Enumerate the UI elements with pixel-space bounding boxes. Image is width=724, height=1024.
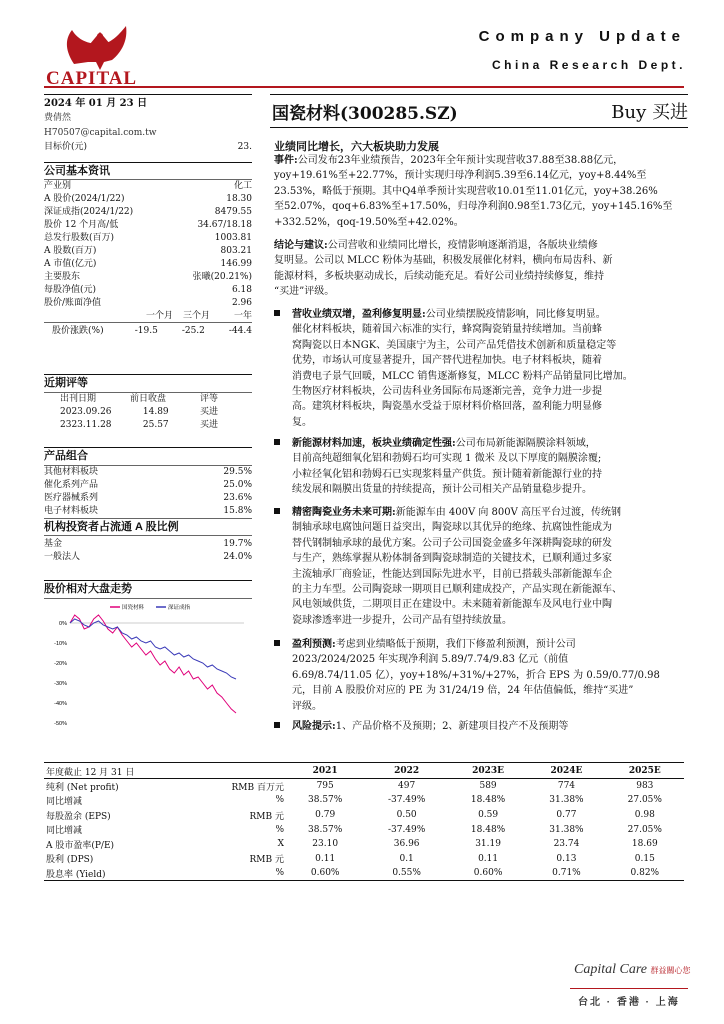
inst-row-label: 一般法人 (44, 552, 81, 562)
rating-value: 买进 (199, 407, 218, 417)
table-cell: 2023E (472, 766, 505, 777)
left-column (44, 94, 252, 154)
basic-info-row (44, 180, 252, 193)
rating-close: 14.89 (142, 407, 169, 417)
inst-list (44, 538, 252, 564)
dept-label: China Research Dept. (491, 58, 686, 72)
bullet-line: 风电领域供货，二期项目正在建设中。未来随着新能源车及风电行业中陶 (292, 599, 612, 611)
basic-info-row-value: 8479.55 (214, 207, 252, 217)
basic-info-row-label: 产业别 (44, 181, 72, 191)
event-line: +332.52%，qoq-19.50%至+42.02%。 (274, 216, 464, 228)
y-tick-label: -20% (54, 661, 67, 667)
bullet-heading: 新能源材料加速，板块业绩确定性强: (292, 438, 456, 449)
table-cell: 18.69 (631, 839, 658, 850)
basic-info-row-label: 主要股东 (44, 272, 81, 282)
event-label: 事件: (274, 155, 298, 166)
table-cell: 0.50 (396, 810, 417, 821)
series-line-0 (70, 615, 236, 713)
conclusion-label: 结论与建议: (274, 240, 328, 251)
bullet-marker-icon (274, 508, 280, 514)
target-label: 目标价(元) (44, 142, 88, 152)
perf-header: 一年 (233, 311, 252, 321)
table-cell: 2021 (312, 766, 338, 777)
section-title: 产品组合 (44, 450, 88, 462)
product-row-label: 其他材料板块 (44, 467, 99, 477)
perf-value: -19.5 (134, 326, 158, 336)
basic-info-row (44, 245, 252, 258)
table-cell: 0.98 (634, 810, 655, 821)
bullet-line: 优势，市场认可度显著提升，国产替代进程加快。电子材料板块，随着 (292, 355, 602, 367)
bullet-heading: 盈利预测: (292, 639, 336, 650)
table-header-row (44, 764, 684, 779)
table-cell: 0.82% (630, 868, 660, 879)
bullet-line: 复。 (292, 416, 312, 428)
bullet-line: 消费电子景气回暖，MLCC 销售逐渐修复，MLCC 粉料产品销量同比增加。 (292, 370, 633, 382)
logo-text: CAPITAL (46, 68, 138, 89)
table-row-label: 每股盈余 (EPS) (46, 811, 111, 822)
event-paragraph (274, 153, 690, 230)
bullet-item (274, 719, 686, 734)
basic-info-row-value: 2.96 (231, 298, 252, 308)
perf-row (44, 325, 252, 338)
basic-info-row (44, 232, 252, 245)
bullet-marker-icon (274, 310, 280, 316)
bullet-marker-icon (274, 722, 280, 728)
perf-label: 股价涨跌(%) (52, 326, 104, 336)
basic-info-row (44, 284, 252, 297)
rating-col: 出刊日期 (60, 394, 97, 404)
bullet-line: 与生产，熟练掌握从粉体制备到陶瓷球制造的关键技术，已顺利通过多家 (292, 553, 612, 565)
table-cell: 0.79 (315, 810, 336, 821)
bullet-heading: 营收业绩双增，盈利修复明显: (292, 309, 426, 320)
bullet-line: 公司布局新能源隔膜涂料领域， (455, 438, 596, 449)
table-row (44, 822, 684, 837)
inst-row (44, 538, 252, 551)
product-row (44, 505, 252, 518)
target-price-row (44, 141, 252, 154)
basic-info-row (44, 193, 252, 206)
rating-row (44, 419, 252, 432)
title-bar (270, 94, 688, 128)
logo-underline (44, 86, 684, 88)
rating-close: 25.57 (142, 420, 169, 430)
table-unit: RMB 元 (249, 855, 284, 866)
table-cell: 0.60% (310, 868, 340, 879)
table-cell: 0.77 (556, 810, 577, 821)
table-cell: 27.05% (627, 795, 662, 806)
table-row-label: 同比增减 (46, 796, 83, 807)
table-cell: -37.49% (387, 824, 426, 835)
table-cell: 31.19 (475, 839, 501, 850)
inst-row-label: 基金 (44, 539, 63, 549)
table-cell: 23.10 (312, 839, 339, 850)
basic-info-row (44, 258, 252, 271)
table-row (44, 866, 684, 881)
section-title: 近期评等 (44, 377, 88, 389)
basic-info-row-value: 化工 (233, 181, 252, 191)
table-unit: % (275, 824, 284, 835)
table-row-label: 同比增减 (46, 826, 83, 837)
bullet-text (292, 719, 686, 734)
rating-value: 买进 (199, 420, 218, 430)
conclusion-line: 公司营收和业绩同比增长，疫情影响逐渐消退，各版块业绩修 (327, 240, 598, 251)
product-row-value: 29.5% (223, 467, 252, 477)
table-cell: 0.11 (478, 853, 499, 864)
perf-header: 一个月 (145, 311, 173, 321)
basic-info-row-label: A 股数(百万) (44, 246, 97, 256)
chart-title: 股价相对大盘走势 (44, 583, 132, 595)
bullet-line: 生物医疗材料板块，公司齿科业务国际布局逐渐完善，竞争力进一步提 (292, 386, 602, 398)
perf-value: -44.4 (228, 326, 252, 336)
bullet-line: 制轴承球电腐蚀问题日益突出，陶瓷球以其优异的绝缘、抗腐蚀性能成为 (292, 522, 612, 534)
table-cell: 36.96 (393, 839, 420, 850)
table-row (44, 837, 684, 852)
product-row (44, 479, 252, 492)
table-cell: 0.60% (473, 868, 503, 879)
basic-info-row-label: 股价/账面净值 (44, 298, 102, 308)
basic-info-row-label: 股价 12 个月高/低 (44, 220, 119, 230)
rating-col: 评等 (199, 394, 218, 404)
chart-section (44, 580, 252, 733)
bullet-marker-icon (274, 640, 280, 646)
table-cell: 27.05% (627, 824, 662, 835)
table-row (44, 852, 684, 867)
table-unit: RMB 元 (249, 811, 284, 822)
divider (44, 94, 252, 95)
product-row-value: 23.6% (223, 493, 252, 503)
footer-brand-cn: 群益關心您 (650, 966, 691, 975)
table-cell: 983 (636, 781, 654, 792)
rating-header (44, 393, 252, 406)
y-tick-label: -50% (54, 721, 67, 727)
conclusion-line: 能源材料，多板块驱动成长，后续动能充足。看好公司业绩持续修复，维持 (274, 270, 604, 282)
product-row-value: 25.0% (223, 480, 252, 490)
product-row-label: 电子材料板块 (44, 506, 99, 516)
y-tick-label: -40% (54, 701, 67, 707)
bullet-line: 6.69/8.74/11.05 亿），yoy+18%/+31%/+27%，折合 EPS 为 0.59/0.77/0.98 (292, 669, 660, 681)
event-line: 公司发布23年业绩预告，2023年全年预计实现营收37.88至38.88亿元， (297, 155, 624, 166)
bullet-text (292, 505, 686, 628)
basic-info-row-value: 34.67/18.18 (197, 220, 252, 230)
table-cell: 23.74 (553, 839, 580, 850)
bullet-item (274, 436, 686, 498)
section-title: 机构投资者占流通 A 股比例 (44, 518, 252, 535)
bullet-line: 公司业绩摆脱疫情影响，同比修复明显。 (425, 309, 606, 320)
table-row-label: 纯利 (Net profit) (46, 782, 119, 793)
inst-row (44, 551, 252, 564)
y-tick-label: -30% (54, 681, 67, 687)
table-cell: 795 (316, 781, 334, 792)
table-cell: 31.38% (549, 795, 584, 806)
basic-info-row-value: 146.99 (220, 259, 252, 269)
stock-title: 国瓷材料(300285.SZ) (272, 104, 458, 124)
report-date: 2024 年 01 月 23 日 (44, 98, 148, 109)
y-tick-label: 0% (59, 621, 67, 627)
bullet-item (274, 637, 686, 714)
footer-rule (570, 988, 688, 989)
product-section (44, 447, 252, 564)
perf-header: 三个月 (182, 311, 210, 321)
basic-info-row-label: A 股价(2024/1/22) (44, 194, 125, 204)
table-unit: RMB 百万元 (231, 782, 284, 793)
table-cell: 2024E (550, 766, 583, 777)
table-cell: 38.57% (308, 824, 343, 835)
analyst-name: 费倩然 (44, 113, 72, 123)
footer-brand-name: Capital Care (574, 962, 647, 977)
basic-info-row-label: 每股净值(元) (44, 285, 97, 295)
basic-info-row-value: 张曦(20.21%) (192, 272, 252, 282)
table-cell: 589 (479, 781, 497, 792)
event-line: 23.53%，略低于预期。其中Q4单季预计实现营收10.01至11.01亿元，yoy+38.26% (274, 185, 658, 197)
table-cell: 18.48% (470, 824, 506, 835)
basic-info-row (44, 297, 252, 310)
table-cell: 0.11 (315, 853, 336, 864)
table-cell: 31.38% (549, 824, 584, 835)
table-cell: 38.57% (308, 795, 343, 806)
basic-info-row-label: A 市值(亿元) (44, 259, 97, 269)
table-cell: 0.1 (399, 853, 414, 864)
bullet-heading: 风险提示: (292, 721, 336, 732)
bullet-line: 新能源车由 400V 向 800V 高压平台过渡，传统钢 (395, 507, 622, 518)
table-row-label: A 股市盈率(P/E) (46, 840, 115, 851)
bullet-line: 高。建筑材料板块，陶瓷墨水受益于原材料价格回落，盈利能力明显修 (292, 401, 602, 413)
bullet-line: 的主力车型。公司陶瓷球一期项目已顺利建成投产，产品实现在新能源车、 (292, 584, 622, 596)
bullet-line: 目前高纯超细氧化铝和勃姆石均可实现 1 微米 及以下厚度的隔膜涂覆; (292, 453, 602, 465)
table-cell: 0.55% (392, 868, 421, 879)
section-title: 公司基本资讯 (44, 165, 110, 177)
divider (44, 598, 252, 599)
perf-value: -25.2 (181, 326, 205, 336)
bullet-marker-icon (274, 439, 280, 445)
basic-info-row (44, 271, 252, 284)
bullet-line: 催化材料板块，随着国六标准的实行，蜂窝陶瓷销量持续增加。当前蜂 (292, 324, 602, 336)
bullet-text (292, 637, 686, 714)
bullet-line: 考虑到业绩略低于预期，我们下修盈利预测，预计公司 (335, 639, 576, 650)
rating-badge: Buy 买进 (611, 102, 688, 123)
bullet-line: 1、产品价格不及预期；2、新建项目投产不及预期等 (335, 721, 569, 732)
basic-info-row (44, 206, 252, 219)
basic-info-row-value: 1003.81 (214, 233, 252, 243)
bullet-line: 续发展和隔膜出货量的持续提高，预计公司相关产品销量稳步提升。 (292, 484, 592, 496)
product-list (44, 466, 252, 518)
basic-info-row-value: 18.30 (226, 194, 252, 204)
table-unit: % (275, 795, 284, 806)
analyst-email: H70507@capital.com.tw (44, 128, 157, 138)
table-cell: 0.13 (556, 853, 577, 864)
bullet-text (292, 307, 686, 430)
table-cell: 18.48% (470, 795, 506, 806)
conclusion-line: 复明显。公司以 MLCC 粉体为基础，积极发展催化材料，横向布局齿科、新 (274, 255, 613, 267)
bullet-text (292, 436, 686, 498)
event-line: 至52.07%，qoq+6.83%至+17.50%，归母净利润0.98至1.73亿元，yoy+145.16%至 (274, 201, 673, 213)
basic-info-row-value: 803.21 (220, 246, 252, 256)
table-cell: 2025E (628, 766, 661, 777)
bullet-line: 窝陶瓷以日本NGK、美国康宁为主，公司产品凭借技术创新和质量稳定等 (292, 339, 617, 351)
table-row (44, 793, 684, 808)
y-tick-label: -10% (54, 641, 67, 647)
bullet-line: 2023/2024/2025 年实现净利润 5.89/7.74/9.83 亿元（前值 (292, 654, 569, 666)
bullet-line: 小粒径氧化铝和勃姆石已实现浆料量产供货。预计随着新能源行业的持 (292, 468, 602, 480)
bullet-line: 主流轴承厂商验证，性能达到国际先进水平，目前已搭载头部新能源车企 (292, 568, 612, 580)
headline: 业绩同比增长，六大板块助力发展 (274, 140, 439, 153)
series-line-1 (70, 619, 236, 679)
bullet-line: 评级。 (292, 700, 322, 712)
capital-logo (44, 22, 156, 90)
table-row-label: 股利 (DPS) (46, 855, 94, 866)
table-cell: -37.49% (387, 795, 426, 806)
table-cell: 2022 (394, 766, 420, 777)
bullet-item (274, 505, 686, 628)
financial-table (44, 764, 684, 881)
product-row (44, 492, 252, 505)
bullet-heading: 精密陶瓷业务未来可期: (292, 507, 396, 518)
table-row (44, 808, 684, 823)
footer-cities: 台北 · 香港 · 上海 (578, 997, 680, 1008)
company-update-label: Company Update (478, 28, 686, 45)
price-chart (44, 601, 252, 733)
bullet-line: 元，目前 A 股股价对应的 PE 为 31/24/19 倍，24 年估值偏低，维持“买进” (292, 685, 634, 697)
product-row-label: 医疗器械系列 (44, 493, 99, 503)
ratings-section (44, 374, 252, 432)
table-unit: % (275, 868, 284, 879)
legend-label: 深证成指 (168, 605, 191, 611)
legend-label: 国瓷材料 (122, 605, 145, 611)
table-unit (192, 764, 286, 779)
table-row-label: 年度截止 12 月 31 日 (46, 767, 135, 778)
table-cell: 0.71% (552, 868, 581, 879)
rating-col: 前日收盘 (129, 394, 166, 404)
table-row (44, 779, 684, 794)
table-unit: X (277, 839, 284, 850)
table-cell: 774 (557, 781, 576, 792)
bullet-item (274, 307, 686, 430)
product-row-label: 催化系列产品 (44, 480, 99, 490)
table-cell: 497 (398, 781, 416, 792)
conclusion-paragraph (274, 238, 690, 300)
conclusion-line: “买进”评级。 (274, 286, 335, 298)
product-row (44, 466, 252, 479)
table-top-rule (44, 762, 684, 763)
basic-info-row-label: 深证成指(2024/1/22) (44, 207, 134, 217)
table-row-label: 股息率 (Yield) (46, 869, 106, 880)
rating-row (44, 406, 252, 419)
inst-row-value: 24.0% (223, 552, 252, 562)
rating-date: 2023.09.26 (60, 407, 112, 417)
event-line: yoy+19.61%至+22.77%，预计实现归母净利润5.39至6.14亿元，yoy+8.44%至 (274, 170, 647, 182)
table-cell: 0.15 (634, 853, 655, 864)
perf-header-row (44, 310, 252, 323)
inst-row-value: 19.7% (223, 539, 252, 549)
basic-info-row-value: 6.18 (231, 285, 252, 295)
basic-info (44, 162, 252, 338)
table-cell: 0.59 (478, 810, 499, 821)
product-row-value: 15.8% (223, 506, 252, 516)
bullet-line: 替代钢制轴承球的最优方案。公司子公司国瓷金盛多年深耕陶瓷球的研发 (292, 537, 612, 549)
basic-info-row (44, 219, 252, 232)
bullet-line: 瓷球渗透率进一步提升，公司产品有望持续放量。 (292, 614, 512, 626)
rating-date: 2323.11.28 (60, 420, 112, 430)
footer-brand (574, 962, 691, 978)
basic-info-row-label: 总发行股数(百万) (44, 233, 115, 243)
target-value: 23. (237, 142, 252, 152)
basic-info-list (44, 180, 252, 310)
